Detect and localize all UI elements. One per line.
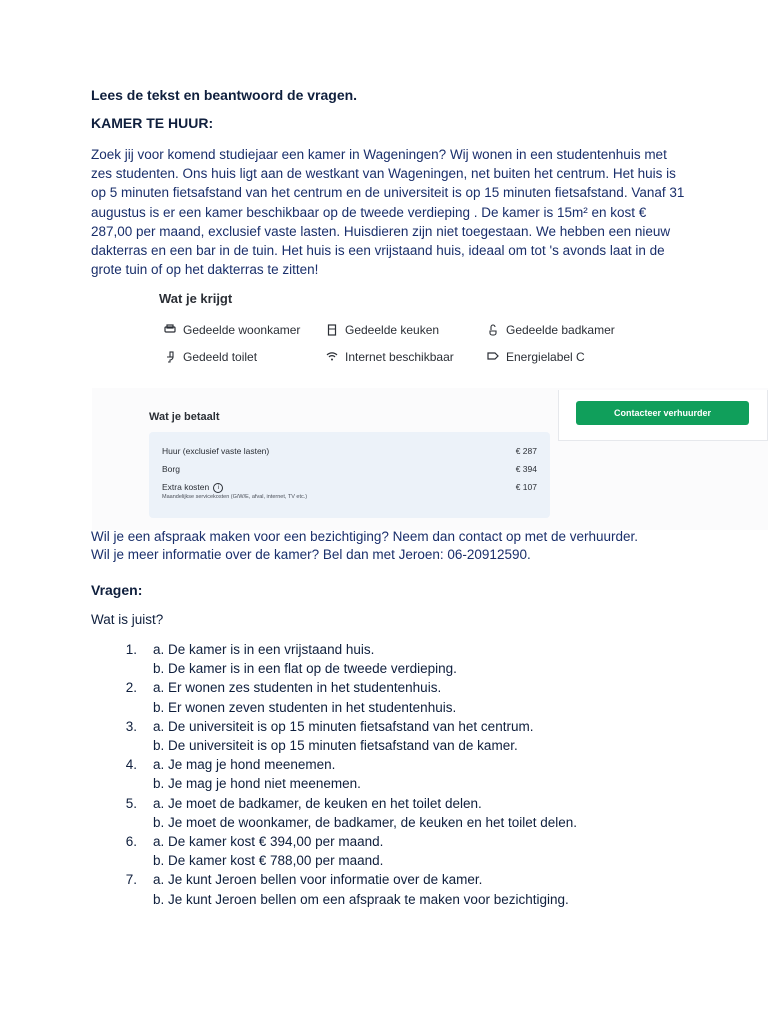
bath-icon (486, 324, 500, 336)
question-6: 6. a. De kamer kost € 394,00 per maand. b. De kamer kost € 788,00 per maand. (108, 832, 577, 870)
feature-internet: Internet beschikbaar (325, 350, 454, 364)
price-value-extra: € 107 (515, 482, 537, 492)
option-b: b. Je kunt Jeroen bellen om een afspraak te maken voor bezichtiging. (153, 891, 569, 907)
fridge-icon (325, 324, 339, 336)
extra-costs-note: Maandelijkse servicekosten (G/W/E, afval, internet, TV etc.) (162, 494, 308, 500)
contact-landlord-button[interactable]: Contacteer verhuurder (576, 401, 749, 425)
toilet-icon (163, 351, 177, 363)
option-b: b. Je mag je hond niet meenemen. (153, 776, 361, 792)
question-1: 1. a. De kamer is in een vrijstaand huis. b. De kamer is in een flat op de tweede verdieping. (108, 640, 577, 678)
wifi-icon (325, 351, 339, 363)
question-2: 2. a. Er wonen zes studenten in het studentenhuis. b. Er wonen zeven studenten in het studentenhuis. (108, 678, 577, 716)
option-b: b. De kamer kost € 788,00 per maand. (153, 853, 384, 869)
option-b: b. Je moet de woonkamer, de badkamer, de keuken en het toilet delen. (153, 814, 578, 830)
price-value-deposit: € 394 (515, 464, 537, 474)
price-label-deposit: Borg (162, 464, 180, 474)
questions-heading: Vragen: (91, 582, 143, 598)
ad-paragraph: Zoek jij voor komend studiejaar een kamer in Wageningen? Wij wonen in een studentenhuis met zes studenten. Ons huis ligt aan de westkant van Wageningen, net buiten het centrum. Het huis is op 5 minuten fietsafstand van het centrum en de universiteit is op 15 minuten fietsafstand. Vanaf 31 augustus is er een kamer beschikbaar op de tweede verdieping . De kamer is 15m² en kost € 287,00 per maand, exclusief vaste lasten. Huisdieren zijn niet toegestaan. We hebben een nieuw dakterras en een bar in de tuin. Het huis is een vrijstaand huis, ideaal om tot 's avonds laat in de grote tuin of op het dakterras te zitten! (91, 147, 685, 278)
option-b: b. Er wonen zeven studenten in het studentenhuis. (153, 699, 457, 715)
ad-heading: KAMER TE HUUR: (91, 115, 214, 131)
feature-energy-label: Energielabel C (486, 350, 585, 364)
contact-text: Wil je een afspraak maken voor een bezichtiging? Neem dan contact op met de verhuurder. Wil je meer informatie over de kamer? Bel dan met Jeroen: 06-20912590. (91, 529, 639, 562)
feature-shared-kitchen: Gedeelde keuken (325, 323, 439, 337)
price-box (149, 432, 550, 518)
info-icon[interactable]: i (213, 483, 223, 493)
option-a: a. De kamer is in een vrijstaand huis. (153, 642, 375, 657)
option-b: b. De kamer is in een flat op de tweede verdieping. (153, 661, 457, 677)
questions-list (108, 640, 577, 909)
option-a: a. De kamer kost € 394,00 per maand. (153, 834, 384, 850)
feature-shared-living-room: Gedeelde woonkamer (163, 323, 300, 337)
option-a: a. Er wonen zes studenten in het studentenhuis. (153, 680, 442, 696)
price-label-rent: Huur (exclusief vaste lasten) (162, 446, 270, 456)
price-value-rent: € 287 (515, 446, 537, 456)
question-7: 7. a. Je kunt Jeroen bellen voor informatie over de kamer. b. Je kunt Jeroen bellen om een afspraak te maken voor bezichtiging. (108, 870, 577, 908)
option-a: a. Je moet de badkamer, de keuken en het toilet delen. (153, 795, 482, 811)
question-5: 5. a. Je moet de badkamer, de keuken en het toilet delen. b. Je moet de woonkamer, de badkamer, de keuken en het toilet delen. (108, 794, 577, 832)
energy-label-icon (486, 351, 500, 363)
instruction: Lees de tekst en beantwoord de vragen. (91, 87, 358, 103)
option-a: a. Je kunt Jeroen bellen voor informatie over de kamer. (153, 872, 483, 888)
what-you-get-title: Wat je krijgt (159, 291, 233, 306)
questions-intro: Wat is juist? (91, 612, 164, 627)
price-label-extra: Extra kosten i (162, 482, 223, 493)
sofa-icon (163, 324, 177, 336)
option-b: b. De universiteit is op 15 minuten fietsafstand van de kamer. (153, 738, 518, 754)
feature-shared-bathroom: Gedeelde badkamer (486, 323, 615, 337)
what-you-pay-title: Wat je betaalt (149, 411, 220, 423)
option-a: a. De universiteit is op 15 minuten fietsafstand van het centrum. (153, 718, 534, 734)
feature-shared-toilet: Gedeeld toilet (163, 350, 257, 364)
option-a: a. Je mag je hond meenemen. (153, 757, 336, 773)
question-4: 4. a. Je mag je hond meenemen. b. Je mag je hond niet meenemen. (108, 755, 577, 793)
question-3: 3. a. De universiteit is op 15 minuten fietsafstand van het centrum. b. De universiteit is op 15 minuten fietsafstand van de kamer. (108, 717, 577, 755)
